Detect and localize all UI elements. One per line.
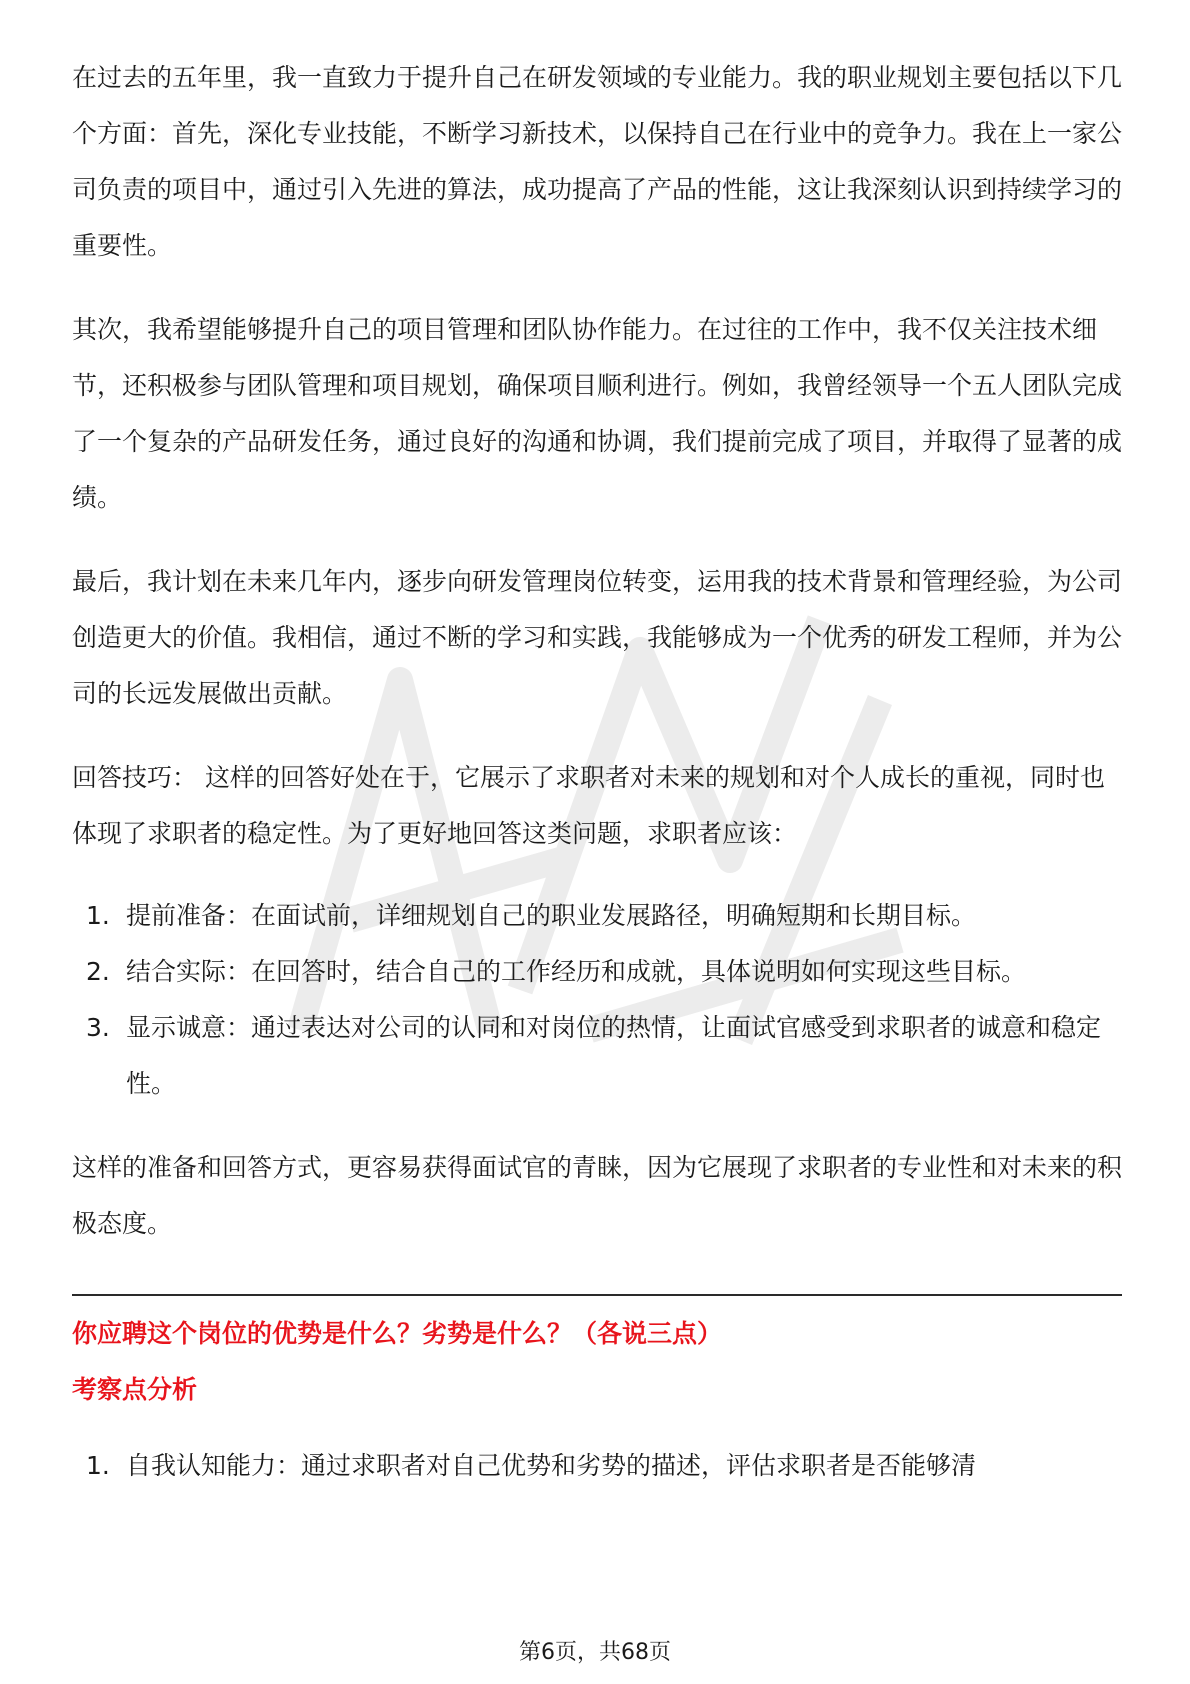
list-text: 自我认知能力：通过求职者对自己优势和劣势的描述，评估求职者是否能够清 bbox=[126, 1451, 977, 1480]
paragraph-teamwork: 其次，我希望能够提升自己的项目管理和团队协作能力。在过往的工作中，我不仅关注技术细节，还积极参与团队管理和项目规划，确保项目顺利进行。例如，我曾经领导一个五人团队完成了一个复杂的产品研发任务，通过良好的沟通和协调，我们提前完成了项目，并取得了显著的成绩。 bbox=[72, 315, 1123, 512]
list-item bbox=[72, 1000, 1122, 1112]
list-number: 2. bbox=[86, 957, 110, 986]
paragraph-future: 最后，我计划在未来几年内，逐步向研发管理岗位转变，运用我的技术背景和管理经验，为公司创造更大的价值。我相信，通过不断的学习和实践，我能够成为一个优秀的研发工程师，并为公司的长远发展做出贡献。 bbox=[72, 567, 1123, 708]
list-item bbox=[72, 1438, 1122, 1494]
paragraph-career-plan: 在过去的五年里，我一直致力于提升自己在研发领域的专业能力。我的职业规划主要包括以下几个方面：首先，深化专业技能，不断学习新技术，以保持自己在行业中的竞争力。我在上一家公司负责的项目中，通过引入先进的算法，成功提高了产品的性能，这让我深刻认识到持续学习的重要性。 bbox=[72, 63, 1123, 260]
list-item bbox=[72, 888, 1122, 944]
list-number: 3. bbox=[86, 1013, 110, 1042]
list-item bbox=[72, 944, 1122, 1000]
document-body bbox=[72, 0, 1122, 1494]
analysis-list bbox=[72, 1438, 1122, 1494]
list-number: 1. bbox=[86, 901, 110, 930]
list-text: 结合实际：在回答时，结合自己的工作经历和成就，具体说明如何实现这些目标。 bbox=[126, 957, 1027, 986]
page-footer: 第6页，共68页 bbox=[519, 1640, 671, 1665]
section-divider bbox=[72, 1294, 1122, 1296]
list-text: 显示诚意：通过表达对公司的认同和对岗位的热情，让面试官感受到求职者的诚意和稳定性。 bbox=[126, 1013, 1102, 1098]
question-title: 你应聘这个岗位的优势是什么？劣势是什么？（各说三点） bbox=[72, 1319, 723, 1348]
analysis-heading: 考察点分析 bbox=[72, 1375, 198, 1404]
paragraph-closing: 这样的准备和回答方式，更容易获得面试官的青睐，因为它展现了求职者的专业性和对未来的积极态度。 bbox=[72, 1153, 1123, 1238]
tips-list bbox=[72, 888, 1122, 1112]
list-text: 提前准备：在面试前，详细规划自己的职业发展路径，明确短期和长期目标。 bbox=[126, 901, 977, 930]
paragraph-answer-tips: 回答技巧： 这样的回答好处在于，它展示了求职者对未来的规划和对个人成长的重视，同时也体现了求职者的稳定性。为了更好地回答这类问题，求职者应该： bbox=[72, 763, 1105, 848]
list-number: 1. bbox=[86, 1451, 110, 1480]
